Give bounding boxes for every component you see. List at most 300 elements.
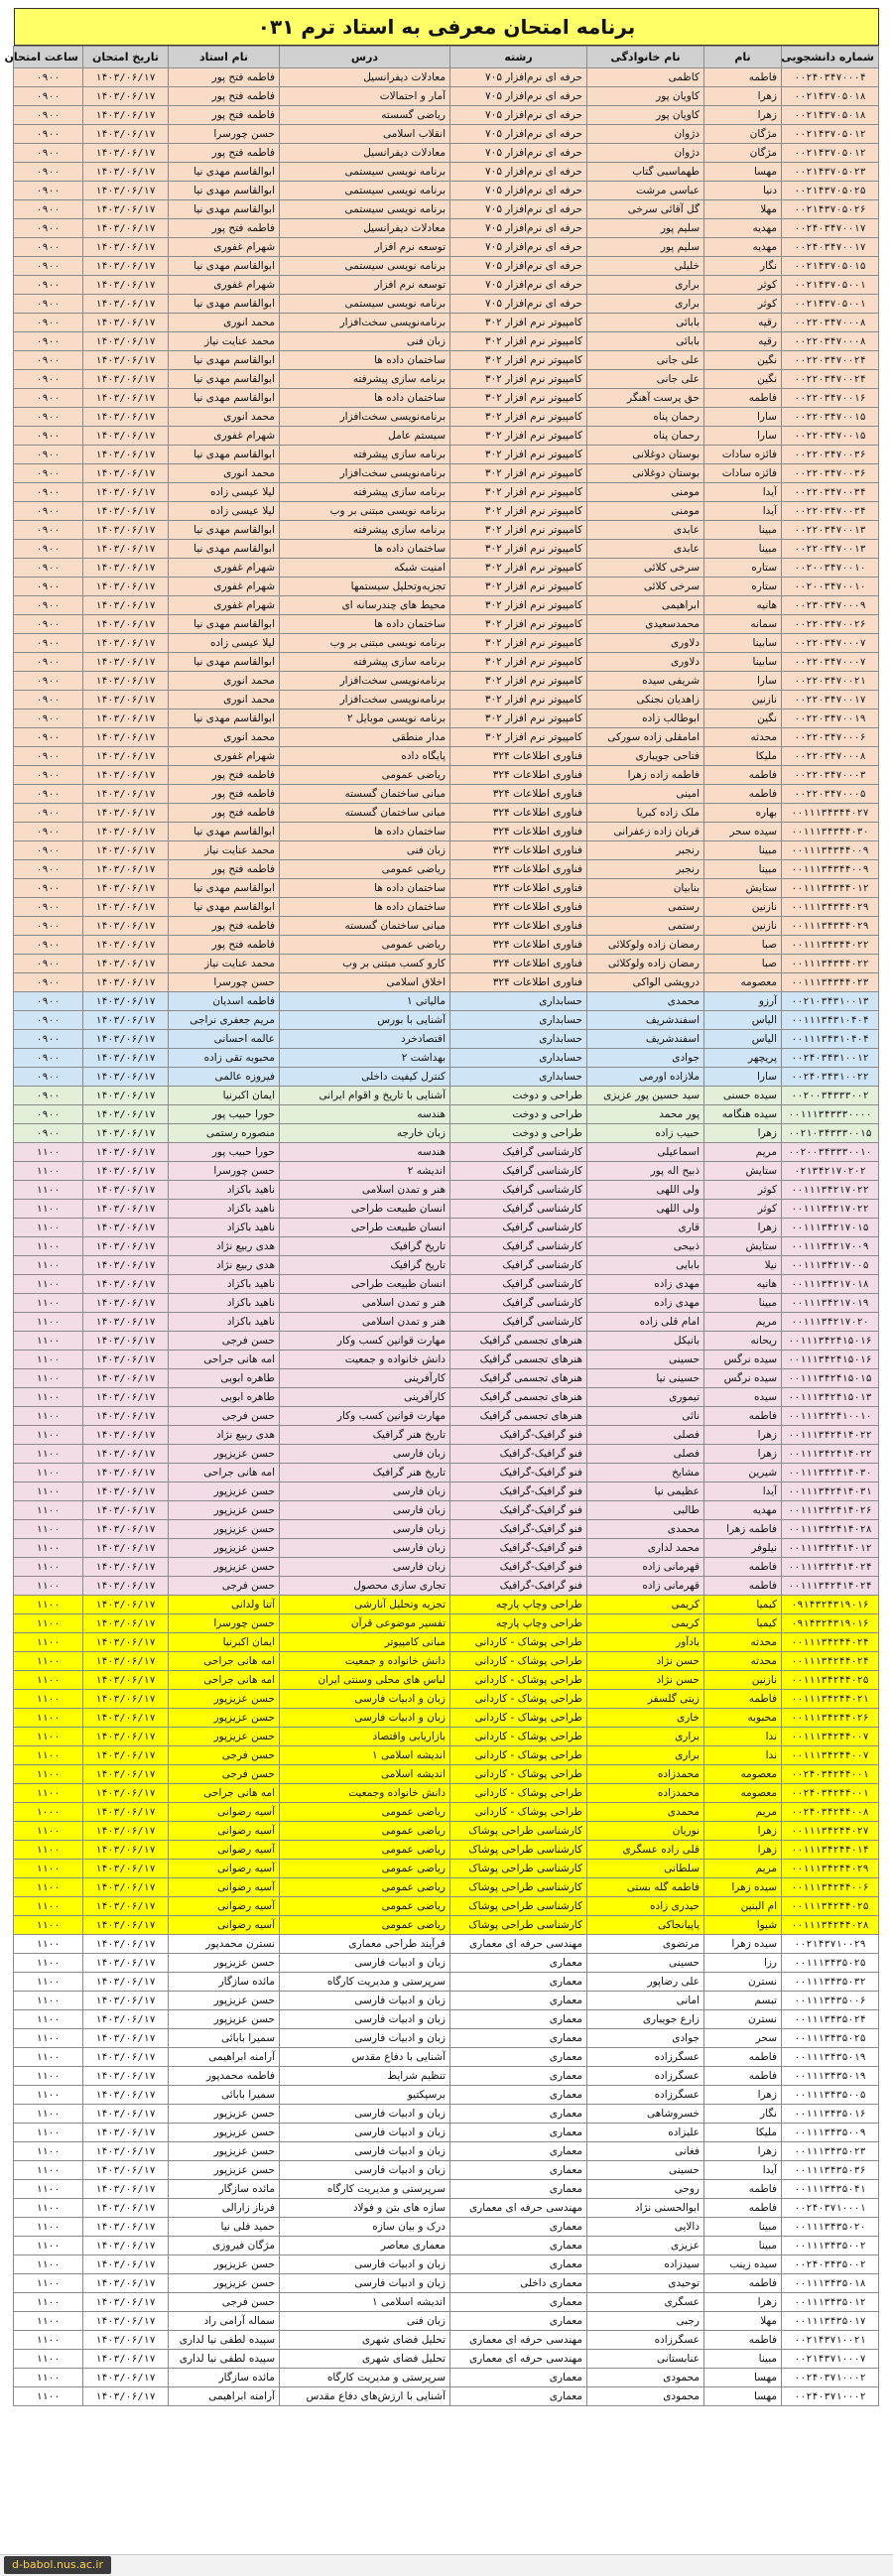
cell-exam-time: ۰۹۰۰ (14, 728, 83, 747)
cell-exam-date: ۱۴۰۳/۰۶/۱۷ (83, 2237, 169, 2255)
cell-major: معماری (450, 2086, 587, 2105)
cell-last-name: فاطمه گله بستی (587, 1878, 704, 1897)
cell-course: ریاضی عمومی (280, 1897, 450, 1916)
cell-exam-date: ۱۴۰۳/۰۶/۱۷ (83, 2255, 169, 2274)
cell-student-id: ۰۹۱۴۳۲۴۳۱۹۰۱۶ (782, 1614, 879, 1633)
table-row (14, 257, 879, 276)
cell-student-id: ۰۰۲۲۰۳۴۷۰۰۱۹ (782, 709, 879, 728)
cell-exam-time: ۱۱۰۰ (14, 1728, 83, 1746)
cell-last-name: پور محمد (587, 1105, 704, 1124)
cell-course: ساختمان داده ها (280, 898, 450, 917)
cell-last-name: تیموری (587, 1388, 704, 1407)
cell-student-id: ۰۰۲۲۰۳۴۷۰۰۱۶ (782, 389, 879, 408)
cell-exam-date: ۱۴۰۳/۰۶/۱۷ (83, 125, 169, 144)
cell-exam-time: ۰۹۰۰ (14, 144, 83, 163)
cell-course: اندیشه ۲ (280, 1162, 450, 1181)
table-row (14, 483, 879, 502)
cell-exam-date: ۱۴۰۳/۰۶/۱۷ (83, 879, 169, 898)
cell-student-id: ۰۰۲۴۰۳۴۷۰۰۰۴ (782, 68, 879, 87)
cell-exam-time: ۰۹۰۰ (14, 992, 83, 1011)
cell-first-name: فاطمه زهرا (704, 1520, 782, 1539)
cell-first-name: نازنین (704, 691, 782, 709)
cell-instructor: سماله آرامی راد (169, 2312, 280, 2331)
table-row (14, 540, 879, 559)
cell-exam-time: ۱۱۰۰ (14, 1237, 83, 1256)
table-row (14, 1464, 879, 1482)
table-row (14, 1860, 879, 1878)
cell-first-name: مهسا (704, 2387, 782, 2406)
cell-exam-time: ۱۱۰۰ (14, 1351, 83, 1369)
cell-exam-date: ۱۴۰۳/۰۶/۱۷ (83, 2199, 169, 2218)
cell-exam-time: ۰۹۰۰ (14, 257, 83, 276)
cell-student-id: ۰۰۱۱۱۳۴۳۴۴۰۰۹ (782, 841, 879, 860)
cell-last-name: دژوان (587, 144, 704, 163)
cell-exam-time: ۰۹۰۰ (14, 332, 83, 351)
cell-last-name: فتاحی جویباری (587, 747, 704, 766)
cell-exam-date: ۱۴۰۳/۰۶/۱۷ (83, 1822, 169, 1841)
cell-instructor: ابوالقاسم مهدی نیا (169, 389, 280, 408)
cell-last-name: حسن نژاد (587, 1652, 704, 1671)
table-row (14, 1841, 879, 1860)
cell-student-id: ۰۰۱۱۱۳۴۳۱۰۴۰۴ (782, 1030, 879, 1049)
cell-last-name: سلیم پور (587, 219, 704, 238)
table-row (14, 1256, 879, 1275)
cell-exam-time: ۰۹۰۰ (14, 747, 83, 766)
cell-instructor: امه هانی جراحی (169, 1652, 280, 1671)
cell-first-name: کوثر (704, 295, 782, 314)
cell-exam-date: ۱۴۰۳/۰۶/۱۷ (83, 1671, 169, 1690)
cell-last-name: حبیب زاده (587, 1124, 704, 1143)
cell-last-name: جوادی (587, 2029, 704, 2048)
cell-exam-time: ۱۱۰۰ (14, 1464, 83, 1482)
cell-last-name: علی جانی (587, 370, 704, 389)
cell-exam-time: ۰۹۰۰ (14, 1030, 83, 1049)
cell-major: هنرهای تجسمی گرافیک (450, 1369, 587, 1388)
cell-course: آشنایی با دفاع مقدس (280, 2048, 450, 2067)
table-row (14, 106, 879, 125)
cell-course: تجزیه‌وتحلیل سیستمها (280, 578, 450, 596)
cell-exam-date: ۱۴۰۳/۰۶/۱۷ (83, 2312, 169, 2331)
cell-course: تجاری سازی محصول (280, 1577, 450, 1596)
cell-first-name: رقیه (704, 332, 782, 351)
cell-student-id: ۰۰۲۲۰۳۴۷۰۰۰۸ (782, 747, 879, 766)
cell-course: زبان فارسی (280, 1520, 450, 1539)
cell-first-name: آیدا (704, 502, 782, 521)
table-row (14, 1407, 879, 1426)
cell-exam-date: ۱۴۰۳/۰۶/۱۷ (83, 973, 169, 992)
cell-instructor: حسن عزیزپور (169, 1954, 280, 1973)
cell-exam-time: ۰۹۰۰ (14, 615, 83, 634)
exam-table (4, 46, 879, 2406)
cell-course: زبان فنی (280, 2312, 450, 2331)
cell-first-name: مهلا (704, 2312, 782, 2331)
cell-exam-time: ۱۱۰۰ (14, 2086, 83, 2105)
cell-instructor: حسن عزیزپور (169, 1501, 280, 1520)
cell-major: فنو گرافیک-گرافیک (450, 1464, 587, 1482)
cell-exam-date: ۱۴۰۳/۰۶/۱۷ (83, 200, 169, 219)
cell-last-name: فغانی (587, 2142, 704, 2161)
table-row (14, 1935, 879, 1954)
cell-exam-date: ۱۴۰۳/۰۶/۱۷ (83, 1728, 169, 1746)
cell-student-id: ۰۰۲۱۴۳۷۰۵۰۲۵ (782, 182, 879, 200)
table-row (14, 1596, 879, 1614)
cell-major: حسابداری (450, 1011, 587, 1030)
cell-instructor: حسن فرجی (169, 1765, 280, 1784)
cell-course: ریاضی عمومی (280, 936, 450, 955)
cell-student-id: ۰۰۱۱۱۳۴۲۴۴۰۲۵ (782, 1671, 879, 1690)
cell-instructor: شهرام غفوری (169, 559, 280, 578)
cell-first-name: ام البنین (704, 1897, 782, 1916)
cell-first-name: کوثر (704, 1181, 782, 1200)
cell-instructor: فاطمه فتح پور (169, 68, 280, 87)
cell-course: مدار منطقی (280, 728, 450, 747)
cell-course: انسان طبیعت طراحی (280, 1200, 450, 1219)
cell-exam-time: ۱۱۰۰ (14, 1954, 83, 1973)
cell-exam-date: ۱۴۰۳/۰۶/۱۷ (83, 257, 169, 276)
cell-last-name: سلطانی (587, 1860, 704, 1878)
cell-instructor: ابوالقاسم مهدی نیا (169, 653, 280, 672)
cell-student-id: ۰۹۱۴۳۲۴۳۱۹۰۱۶ (782, 1596, 879, 1614)
cell-course: برنامه سازی پیشرفته (280, 370, 450, 389)
table-row (14, 728, 879, 747)
cell-major: فنو گرافیک-گرافیک (450, 1501, 587, 1520)
cell-exam-time: ۱۱۰۰ (14, 1407, 83, 1426)
cell-student-id: ۰۰۱۱۱۳۴۲۴۱۵۰۱۳ (782, 1388, 879, 1407)
cell-first-name: نازنین (704, 917, 782, 936)
cell-course: برنامه سازی پیشرفته (280, 446, 450, 464)
table-row (14, 389, 879, 408)
table-row (14, 1294, 879, 1313)
cell-first-name: فاطمه (704, 1558, 782, 1577)
cell-course: کارآفرینی (280, 1388, 450, 1407)
cell-major: هنرهای تجسمی گرافیک (450, 1332, 587, 1351)
cell-major: فناوری اطلاعات ۳۲۴ (450, 785, 587, 804)
cell-student-id: ۰۰۱۱۱۳۴۲۱۷۰۱۵ (782, 1219, 879, 1237)
cell-student-id: ۰۰۲۱۴۳۷۱۰۰۲۱ (782, 2331, 879, 2350)
cell-course: اندیشه اسلامی (280, 1765, 450, 1784)
cell-instructor: حسن فرجی (169, 1332, 280, 1351)
cell-course: فرآیند طراحی معماری (280, 1935, 450, 1954)
table-row (14, 1992, 879, 2010)
cell-student-id: ۰۰۱۱۱۳۴۲۴۴۰۲۴ (782, 1633, 879, 1652)
cell-student-id: ۰۰۲۱۴۳۷۰۵۰۰۱ (782, 276, 879, 295)
cell-exam-time: ۱۱۰۰ (14, 1539, 83, 1558)
cell-exam-time: ۰۹۰۰ (14, 163, 83, 182)
cell-instructor: طاهره ابوبی (169, 1388, 280, 1407)
cell-major: حرفه ای نرم‌افزار ۷۰۵ (450, 87, 587, 106)
cell-last-name: محمدی (587, 992, 704, 1011)
cell-first-name: محدثه (704, 728, 782, 747)
cell-student-id: ۰۰۱۱۱۳۴۳۵۰۱۷ (782, 2312, 879, 2331)
site-watermark: d-babol.nus.ac.ir (4, 2556, 111, 2574)
cell-exam-date: ۱۴۰۳/۰۶/۱۷ (83, 1030, 169, 1049)
cell-student-id: ۰۰۲۲۰۳۴۷۰۰۱۵ (782, 408, 879, 427)
cell-student-id: ۰۰۲۲۰۳۴۷۰۰۳۶ (782, 446, 879, 464)
cell-last-name: رحمان پناه (587, 408, 704, 427)
table-row (14, 1878, 879, 1897)
cell-major: کامپیوتر نرم افزار ۳۰۲ (450, 370, 587, 389)
cell-student-id: ۰۰۱۱۱۳۴۳۵۰۱۹ (782, 2048, 879, 2067)
cell-major: کامپیوتر نرم افزار ۳۰۲ (450, 483, 587, 502)
cell-exam-time: ۰۹۰۰ (14, 955, 83, 973)
cell-first-name: فاطمه (704, 389, 782, 408)
cell-last-name: مهدی زاده (587, 1275, 704, 1294)
cell-first-name: سمانه (704, 615, 782, 634)
cell-exam-time: ۱۱۰۰ (14, 1690, 83, 1709)
cell-last-name: نوریان (587, 1822, 704, 1841)
cell-instructor: شهرام غفوری (169, 747, 280, 766)
cell-exam-date: ۱۴۰۳/۰۶/۱۷ (83, 747, 169, 766)
cell-exam-date: ۱۴۰۳/۰۶/۱۷ (83, 1011, 169, 1030)
table-row (14, 1426, 879, 1445)
cell-first-name: زهرا (704, 106, 782, 125)
table-row (14, 68, 879, 87)
cell-exam-date: ۱۴۰۳/۰۶/۱۷ (83, 2331, 169, 2350)
cell-exam-date: ۱۴۰۳/۰۶/۱۷ (83, 1162, 169, 1181)
cell-instructor: ابوالقاسم مهدی نیا (169, 823, 280, 841)
cell-last-name: دلاوری (587, 634, 704, 653)
cell-instructor: سمیرا بابائی (169, 2086, 280, 2105)
cell-instructor: سپیده لطفی نیا لداری (169, 2331, 280, 2350)
table-row (14, 87, 879, 106)
table-row (14, 1784, 879, 1803)
cell-exam-date: ۱۴۰۳/۰۶/۱۷ (83, 804, 169, 823)
cell-exam-date: ۱۴۰۳/۰۶/۱۷ (83, 1878, 169, 1897)
cell-exam-date: ۱۴۰۳/۰۶/۱۷ (83, 1256, 169, 1275)
cell-exam-time: ۰۹۰۰ (14, 351, 83, 370)
cell-instructor: محمد انوری (169, 672, 280, 691)
cell-first-name: ستاره (704, 578, 782, 596)
cell-course: برنامه نویسی سیستمی (280, 295, 450, 314)
cell-student-id: ۰۰۱۱۱۳۴۳۵۰۲۰ (782, 2218, 879, 2237)
cell-student-id: ۰۰۲۰۰۳۴۷۰۰۱۰ (782, 578, 879, 596)
cell-instructor: حسن چورسرا (169, 1162, 280, 1181)
cell-exam-time: ۰۹۰۰ (14, 879, 83, 898)
cell-exam-time: ۱۱۰۰ (14, 1577, 83, 1596)
cell-instructor: فرناز زارالی (169, 2199, 280, 2218)
cell-first-name: فاطمه (704, 2274, 782, 2293)
cell-course: زبان و ادبیات فارسی (280, 2124, 450, 2142)
cell-course: بهداشت ۲ (280, 1049, 450, 1068)
cell-last-name: حیدری زاده (587, 1897, 704, 1916)
cell-major: کامپیوتر نرم افزار ۳۰۲ (450, 427, 587, 446)
cell-exam-time: ۱۱۰۰ (14, 2237, 83, 2255)
cell-course: کنترل کیفیت داخلی (280, 1068, 450, 1087)
cell-last-name: ملک زاده کبریا (587, 804, 704, 823)
cell-exam-time: ۰۹۰۰ (14, 68, 83, 87)
cell-last-name: طالبی (587, 1501, 704, 1520)
cell-first-name: کوثر (704, 1200, 782, 1219)
cell-exam-time: ۰۹۰۰ (14, 936, 83, 955)
cell-exam-date: ۱۴۰۳/۰۶/۱۷ (83, 1765, 169, 1784)
cell-first-name: ستایش (704, 1162, 782, 1181)
cell-course: مهارت قوانین کسب وکار (280, 1407, 450, 1426)
cell-last-name: عسگرزاده (587, 2086, 704, 2105)
cell-last-name: عابدی (587, 540, 704, 559)
cell-student-id: ۰۰۱۱۱۳۴۲۴۱۴۰۲۴ (782, 1577, 879, 1596)
cell-course: تنظیم شرایط (280, 2067, 450, 2086)
cell-first-name: زهرا (704, 87, 782, 106)
cell-exam-time: ۱۱۰۰ (14, 2350, 83, 2369)
cell-major: طراحی پوشاک - کاردانی (450, 1803, 587, 1822)
cell-student-id: ۰۰۱۱۱۳۴۳۵۰۰۹ (782, 2124, 879, 2142)
cell-major: هنرهای تجسمی گرافیک (450, 1388, 587, 1407)
cell-exam-date: ۱۴۰۳/۰۶/۱۷ (83, 1841, 169, 1860)
cell-course: انقلاب اسلامی (280, 125, 450, 144)
table-row (14, 634, 879, 653)
cell-exam-time: ۰۹۰۰ (14, 860, 83, 879)
cell-major: مهندسی حرفه ای معماری (450, 2350, 587, 2369)
cell-first-name: فاطمه (704, 2331, 782, 2350)
cell-student-id: ۰۰۱۱۱۳۴۳۵۰۲۳ (782, 2142, 879, 2161)
cell-exam-time: ۰۹۰۰ (14, 766, 83, 785)
cell-major: حرفه ای نرم‌افزار ۷۰۵ (450, 144, 587, 163)
table-row (14, 804, 879, 823)
cell-course: محیط های چندرسانه ای (280, 596, 450, 615)
cell-exam-date: ۱۴۰۳/۰۶/۱۷ (83, 2067, 169, 2086)
cell-course: مهارت قوانین کسب وکار (280, 1332, 450, 1351)
cell-student-id: ۰۰۱۱۱۳۴۲۴۱۴۰۳۰ (782, 1464, 879, 1482)
cell-course: دانش خانواده و جمعیت (280, 1351, 450, 1369)
cell-instructor: ناهید باکزاد (169, 1313, 280, 1332)
cell-student-id: ۰۰۱۱۱۳۴۳۴۴۰۲۲ (782, 955, 879, 973)
cell-course: برنامه‌نویسی سخت‌افزار (280, 314, 450, 332)
cell-last-name: توحیدی (587, 2274, 704, 2293)
cell-instructor: هدی ربیع نژاد (169, 1256, 280, 1275)
cell-exam-time: ۱۱۰۰ (14, 2067, 83, 2086)
cell-last-name: شریفی سیده (587, 672, 704, 691)
cell-first-name: نگین (704, 709, 782, 728)
cell-student-id: ۰۰۲۲۰۳۴۷۰۰۰۸ (782, 314, 879, 332)
cell-exam-time: ۰۹۰۰ (14, 653, 83, 672)
cell-course: اخلاق اسلامی (280, 973, 450, 992)
cell-course: ساختمان داده ها (280, 540, 450, 559)
cell-major: کامپیوتر نرم افزار ۳۰۲ (450, 389, 587, 408)
cell-exam-time: ۰۹۰۰ (14, 182, 83, 200)
table-row (14, 2350, 879, 2369)
cell-major: کامپیوتر نرم افزار ۳۰۲ (450, 408, 587, 427)
cell-exam-date: ۱۴۰۳/۰۶/۱۷ (83, 332, 169, 351)
cell-major: فناوری اطلاعات ۳۲۴ (450, 973, 587, 992)
cell-last-name: محمودی (587, 2387, 704, 2406)
cell-exam-date: ۱۴۰۳/۰۶/۱۷ (83, 1614, 169, 1633)
table-row (14, 2029, 879, 2048)
cell-first-name: سیده زهرا (704, 1935, 782, 1954)
cell-instructor: محمد عنایت نیاز (169, 332, 280, 351)
cell-first-name: صبا (704, 955, 782, 973)
cell-first-name: فاطمه (704, 2048, 782, 2067)
cell-exam-time: ۰۹۰۰ (14, 389, 83, 408)
cell-student-id: ۰۰۲۲۰۳۴۷۰۰۰۷ (782, 653, 879, 672)
cell-major: کارشناسی گرافیک (450, 1219, 587, 1237)
cell-course: سرپرستی و مدیریت کارگاه (280, 1973, 450, 1992)
cell-major: کامپیوتر نرم افزار ۳۰۲ (450, 559, 587, 578)
cell-course: تحلیل فضای شهری (280, 2331, 450, 2350)
cell-course: برنامه سازی پیشرفته (280, 653, 450, 672)
cell-exam-time: ۱۱۰۰ (14, 1614, 83, 1633)
cell-exam-date: ۱۴۰۳/۰۶/۱۷ (83, 992, 169, 1011)
cell-instructor: محمد انوری (169, 314, 280, 332)
table-row (14, 1030, 879, 1049)
cell-student-id: ۰۰۲۲۰۳۴۷۰۰۰۸ (782, 332, 879, 351)
cell-last-name: طهماسبی گتاب (587, 163, 704, 182)
table-row (14, 238, 879, 257)
cell-student-id: ۰۰۱۱۱۳۴۲۴۱۵۰۱۶ (782, 1351, 879, 1369)
cell-student-id: ۰۰۱۱۱۳۴۲۴۱۵۰۱۵ (782, 1369, 879, 1388)
cell-course: زبان فارسی (280, 1501, 450, 1520)
cell-course: تاریخ هنر گرافیک (280, 1464, 450, 1482)
cell-last-name: رجبی (587, 2312, 704, 2331)
cell-exam-date: ۱۴۰۳/۰۶/۱۷ (83, 728, 169, 747)
cell-first-name: هانیه (704, 596, 782, 615)
cell-last-name: فصلی (587, 1445, 704, 1464)
cell-instructor: ابوالقاسم مهدی نیا (169, 295, 280, 314)
cell-exam-date: ۱۴۰۳/۰۶/۱۷ (83, 446, 169, 464)
cell-exam-date: ۱۴۰۳/۰۶/۱۷ (83, 691, 169, 709)
cell-course: زبان و ادبیات فارسی (280, 2142, 450, 2161)
cell-student-id: ۰۰۲۰۰۳۴۳۳۳۰۰۱۰ (782, 1143, 879, 1162)
cell-major: کامپیوتر نرم افزار ۳۰۲ (450, 691, 587, 709)
cell-first-name: صبا (704, 936, 782, 955)
cell-student-id: ۰۰۲۱۴۳۷۱۰۰۰۷ (782, 2350, 879, 2369)
cell-first-name: ستایش (704, 1237, 782, 1256)
cell-student-id: ۰۰۲۱۴۳۷۱۰۰۲۹ (782, 1935, 879, 1954)
cell-first-name: معصومه (704, 1784, 782, 1803)
cell-exam-time: ۰۹۰۰ (14, 559, 83, 578)
cell-first-name: مژگان (704, 144, 782, 163)
cell-major: فناوری اطلاعات ۳۲۴ (450, 917, 587, 936)
table-row (14, 1162, 879, 1181)
cell-first-name: زهرا (704, 2086, 782, 2105)
header-exam-time: ساعت امتحان (14, 47, 83, 68)
table-row (14, 1445, 879, 1464)
cell-exam-time: ۱۱۰۰ (14, 1746, 83, 1765)
cell-last-name: قلی زاده عسگری (587, 1841, 704, 1860)
cell-instructor: امه هانی جراحی (169, 1351, 280, 1369)
cell-instructor: حسن عزیزپور (169, 1520, 280, 1539)
cell-exam-date: ۱۴۰۳/۰۶/۱۷ (83, 2387, 169, 2406)
cell-exam-date: ۱۴۰۳/۰۶/۱۷ (83, 106, 169, 125)
cell-student-id: ۰۰۱۱۱۳۴۳۵۰۱۸ (782, 2274, 879, 2293)
cell-student-id: ۰۰۲۴۰۳۴۷۰۰۱۷ (782, 238, 879, 257)
cell-instructor: ابوالقاسم مهدی نیا (169, 182, 280, 200)
cell-exam-time: ۰۹۰۰ (14, 672, 83, 691)
cell-major: معماری (450, 2255, 587, 2274)
cell-last-name: ابوالحسنی نژاد (587, 2199, 704, 2218)
cell-student-id: ۰۰۱۱۱۳۴۲۱۷۰۱۹ (782, 1294, 879, 1313)
cell-course: کارو کسب مبتنی بر وب (280, 955, 450, 973)
cell-student-id: ۰۰۱۱۱۳۴۲۴۱۴۰۲۲ (782, 1445, 879, 1464)
cell-last-name: عزیزی (587, 2237, 704, 2255)
cell-instructor: امه هانی جراحی (169, 1784, 280, 1803)
cell-student-id: ۰۰۱۱۱۳۴۳۵۰۱۲ (782, 2293, 879, 2312)
cell-instructor: فاطمه فتح پور (169, 87, 280, 106)
cell-instructor: فاطمه فتح پور (169, 936, 280, 955)
cell-student-id: ۰۰۱۱۱۳۴۲۱۷۰۰۹ (782, 1237, 879, 1256)
cell-instructor: فاطمه فتح پور (169, 860, 280, 879)
cell-exam-date: ۱۴۰۳/۰۶/۱۷ (83, 596, 169, 615)
cell-instructor: ایمان اکبرنیا (169, 1087, 280, 1105)
cell-instructor: ناهید باکزاد (169, 1294, 280, 1313)
table-row (14, 163, 879, 182)
cell-first-name: کیمیا (704, 1614, 782, 1633)
cell-first-name: سابینا (704, 653, 782, 672)
cell-instructor: فاطمه فتح پور (169, 766, 280, 785)
table-row (14, 1954, 879, 1973)
cell-first-name: ریحانه (704, 1332, 782, 1351)
table-row (14, 502, 879, 521)
cell-instructor: شهرام غفوری (169, 578, 280, 596)
